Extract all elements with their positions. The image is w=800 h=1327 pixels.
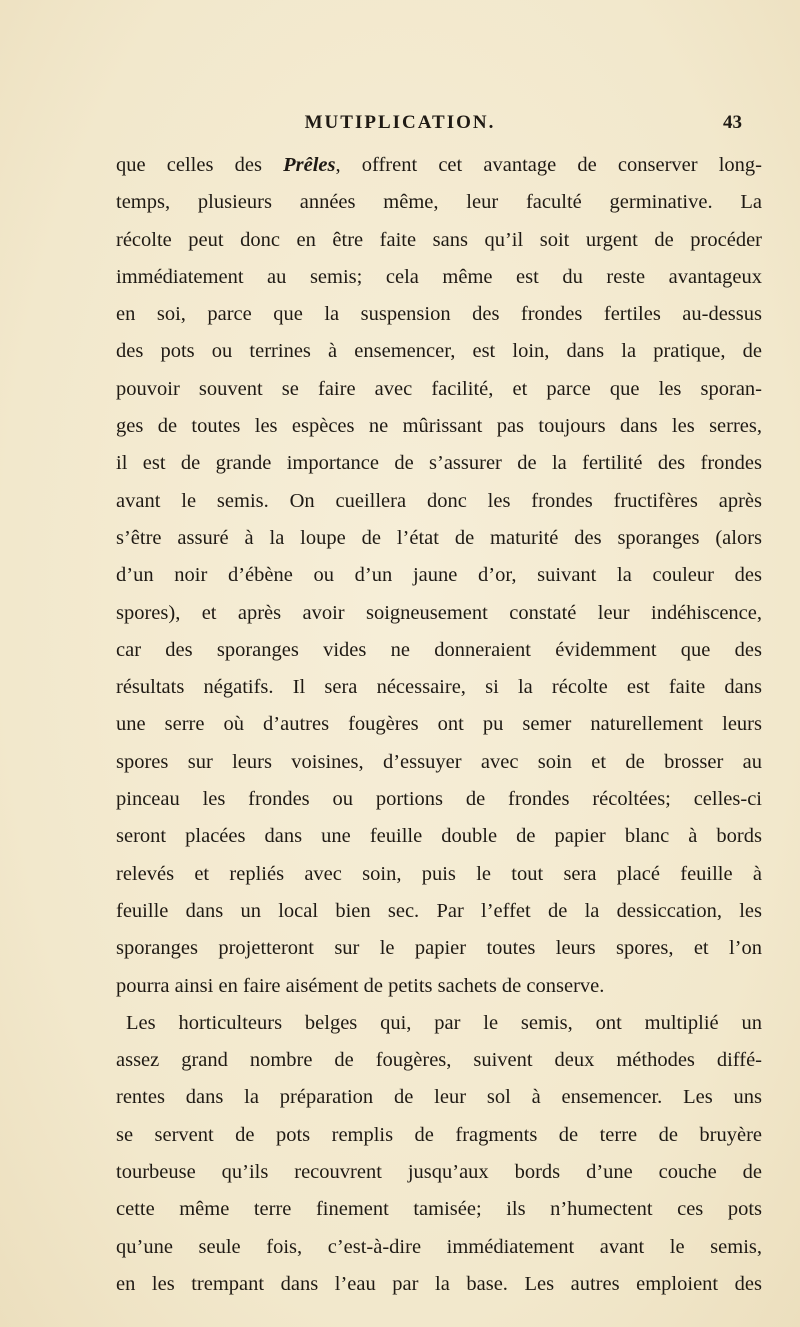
text-line: sporanges projetteront sur le papier toutes leurs spores, et l’on <box>116 937 762 960</box>
page-number: 43 <box>723 112 742 133</box>
text-line: pourra ainsi en faire aisément de petits sachets de conserve. <box>116 974 605 997</box>
text-line: en les trempant dans l’eau par la base. Les autres emploient des <box>116 1272 762 1295</box>
text-line: résultats négatifs. Il sera nécessaire, si la récolte est faite dans <box>116 676 762 699</box>
text-line: ges de toutes les espèces ne mûrissant pas toujours dans les serres, <box>116 415 762 438</box>
text-line: spores), et après avoir soigneusement constaté leur indéhiscence, <box>116 601 762 624</box>
text-line: que celles des Prêles, offrent cet avantage de conserver long- <box>116 154 762 176</box>
text-line: spores sur leurs voisines, d’essuyer avec soin et de brosser au <box>116 750 762 773</box>
text-line: une serre où d’autres fougères ont pu semer naturellement leurs <box>116 713 762 736</box>
text-line: des pots ou terrines à ensemencer, est loin, dans la pratique, de <box>116 340 762 363</box>
text-line: pinceau les frondes ou portions de frondes récoltées; celles-ci <box>116 788 762 811</box>
text-line: se servent de pots remplis de fragments de terre de bruyère <box>116 1123 762 1146</box>
text-line: assez grand nombre de fougères, suivent deux méthodes diffé- <box>116 1049 762 1072</box>
text-line: tourbeuse qu’ils recouvrent jusqu’aux bords d’une couche de <box>116 1161 762 1184</box>
text-line: relevés et repliés avec soin, puis le tout sera placé feuille à <box>116 862 762 885</box>
text-line: temps, plusieurs années même, leur faculté germinative. La <box>116 191 762 214</box>
text-line: pouvoir souvent se faire avec facilité, et parce que les sporan- <box>116 377 762 400</box>
text-line: immédiatement au semis; cela même est du reste avantageux <box>116 265 762 288</box>
text-line: rentes dans la préparation de leur sol à ensemencer. Les uns <box>116 1086 762 1109</box>
text-line: car des sporanges vides ne donneraient évidemment que des <box>116 638 762 661</box>
text-line: avant le semis. On cueillera donc les frondes fructifères après <box>116 489 762 512</box>
running-head <box>0 112 800 142</box>
running-title: MUTIPLICATION. <box>304 112 496 133</box>
text-line: s’être assuré à la loupe de l’état de maturité des sporanges (alors <box>116 526 762 549</box>
text-line: feuille dans un local bien sec. Par l’effet de la dessiccation, les <box>116 899 762 922</box>
text-line: il est de grande importance de s’assurer de la fertilité des frondes <box>116 452 762 475</box>
body-text <box>116 147 762 1303</box>
text-line: cette même terre finement tamisée; ils n’humectent ces pots <box>116 1198 762 1221</box>
text-line: Les horticulteurs belges qui, par le semis, ont multiplié un <box>126 1011 762 1034</box>
text-line: récolte peut donc en être faite sans qu’il soit urgent de procéder <box>116 228 762 251</box>
text-line: en soi, parce que la suspension des frondes fertiles au-dessus <box>116 303 762 326</box>
text-line: d’un noir d’ébène ou d’un jaune d’or, suivant la couleur des <box>116 564 762 587</box>
text-line: qu’une seule fois, c’est-à-dire immédiatement avant le semis, <box>116 1235 762 1258</box>
text-line: seront placées dans une feuille double de papier blanc à bords <box>116 825 762 848</box>
italic-term: Prêles <box>283 154 336 176</box>
